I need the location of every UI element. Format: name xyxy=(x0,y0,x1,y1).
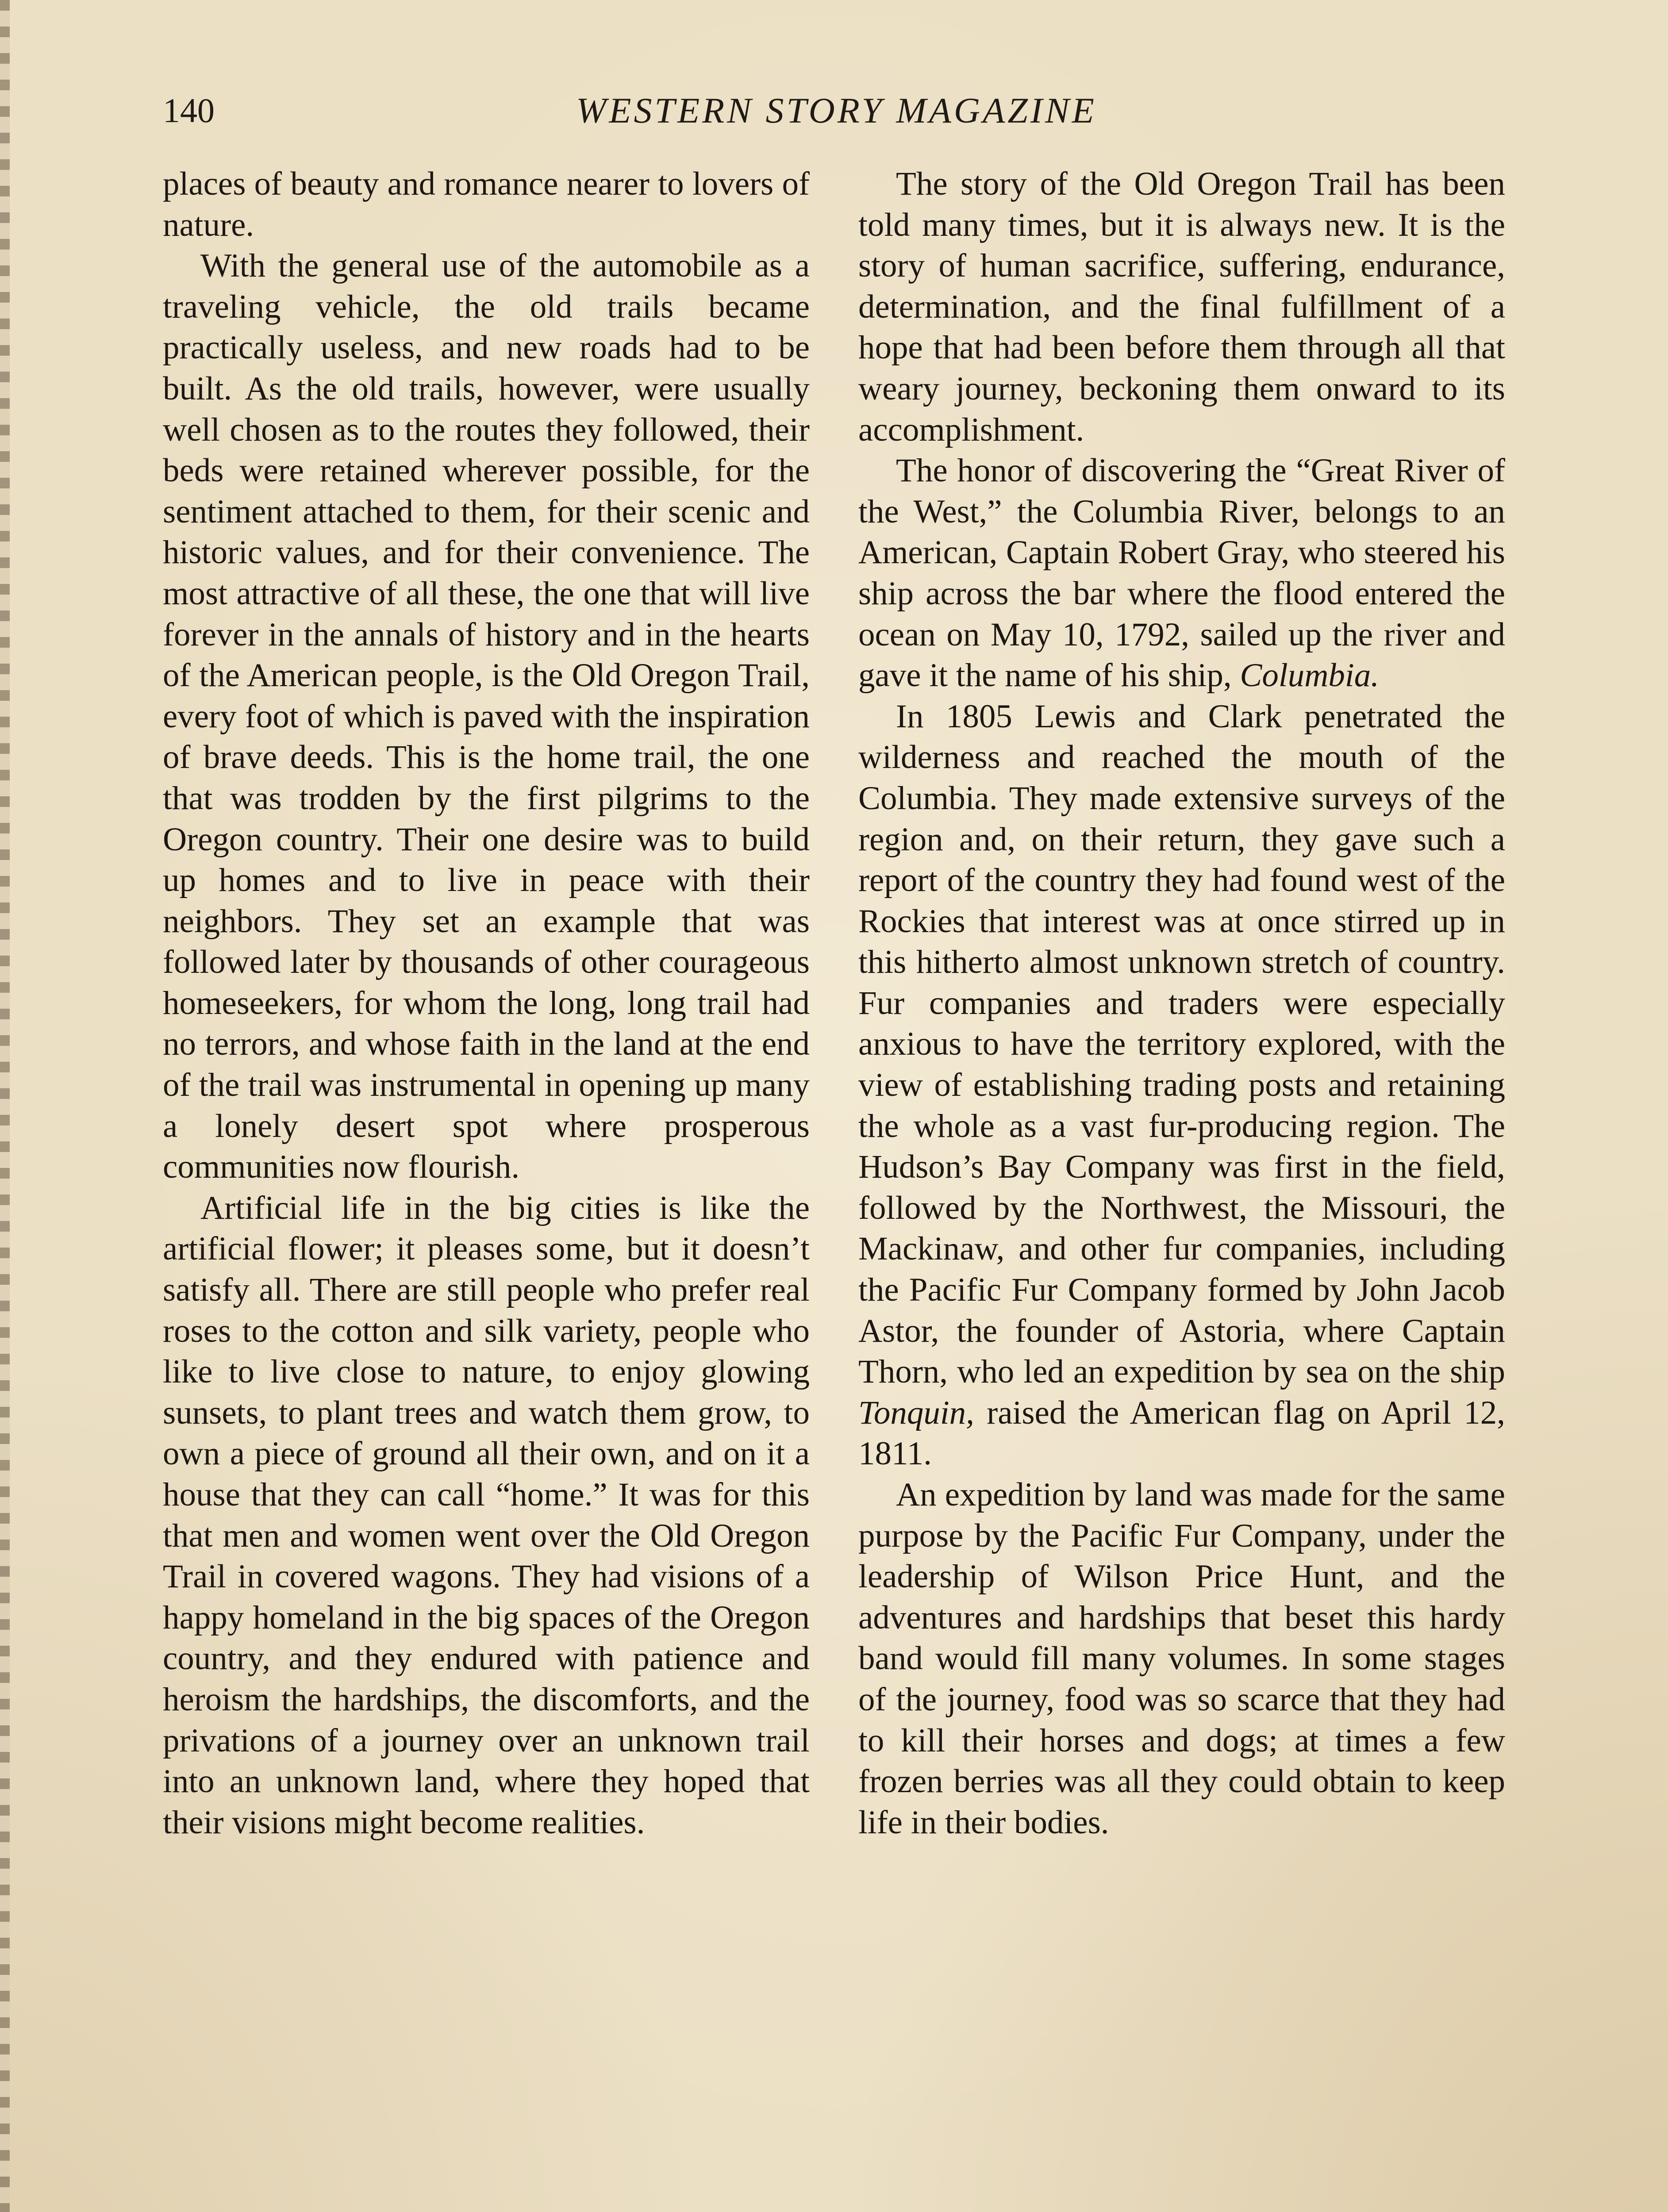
right-paragraph-2-text: The honor of discovering the “Great River of the West,” the Columbia River, belongs to an American, Captain Robert Gray, who steered his ship across the bar where the flood entered the ocean on May 10, 1792, sailed up the river and gave it the name of his ship, xyxy=(858,452,1505,694)
right-paragraph-4: An expedition by land was made for the same purpose by the Pacific Fur Company, under the leadership of Wilson Price Hunt, and the adventures and hardships that beset this hardy band would fill many volumes. In some stages of the journey, food was so scarce that they had to kill their horses and dogs; at times a few frozen berries was all they could obtain to keep life in their bodies. xyxy=(858,1476,1505,1841)
right-column xyxy=(858,164,1505,1843)
ship-name-columbia: Columbia. xyxy=(1240,657,1379,694)
magazine-title: WESTERN STORY MAGAZINE xyxy=(576,90,1097,131)
right-paragraph-2 xyxy=(858,450,1505,696)
right-paragraph-3-text: In 1805 Lewis and Clark penetrated the wilderness and reached the mouth of the Columbia. They made extensive surveys of the region and, on their return, they gave such a report of the country they had found west of the Rockies that interest was at once stirred up in this hitherto almost unknown stretch of country. Fur companies and traders were especially anxious to have the territory explored, with the view of establishing trading posts and retaining the whole as a vast fur-producing region. The Hudson’s Bay Company was first in the field, followed by the Northwest, the Missouri, the Mackinaw, and other fur companies, including the Pacific Fur Company formed by John Jacob Astor, the founder of Astoria, where Captain Thorn, who led an expedition by sea on the ship xyxy=(858,698,1505,1390)
left-paragraph-1: places of beauty and romance nearer to lovers of nature. xyxy=(163,165,810,243)
left-paragraph-3: Artificial life in the big cities is like the artificial flower; it pleases some, but it doesn’t satisfy all. There are still people who prefer real roses to the cotton and silk variety, people who like to live close to nature, to enjoy glowing sunsets, to plant trees and watch them grow, to own a piece of ground all their own, and on it a house that they can call “home.” It was for this that men and women went over the Old Oregon Trail in covered wagons. They had visions of a happy homeland in the big spaces of the Oregon country, and they endured with patience and heroism the hardships, the discomforts, and the privations of a journey over an unknown trail into an unknown land, where they hoped that their visions might become realities. xyxy=(163,1189,810,1841)
left-paragraph-2: With the general use of the automobile as a traveling vehicle, the old trails became practically useless, and new roads had to be built. As the old trails, however, were usually well chosen as to the routes they followed, their beds were retained wherever possible, for the sentiment attached to them, for their scenic and historic values, and for their convenience. The most attractive of all these, the one that will live forever in the annals of history and in the hearts of the American people, is the Old Oregon Trail, every foot of which is paved with the inspiration of brave deeds. This is the home trail, the one that was trodden by the first pilgrims to the Oregon country. Their one desire was to build up homes and to live in peace with their neighbors. They set an example that was followed later by thousands of other courageous homeseekers, for whom the long, long trail had no terrors, and whose faith in the land at the end of the trail was instrumental in opening up many a lonely desert spot where prosperous communities now flourish. xyxy=(163,247,810,1186)
binding-edge xyxy=(0,0,10,2212)
page-number: 140 xyxy=(163,91,215,130)
right-paragraph-3-end: raised the American flag on April 12, 1811. xyxy=(858,1394,1505,1472)
right-paragraph-1: The story of the Old Oregon Trail has been told many times, but it is always new. It is the story of human sacrifice, suffering, endurance, determination, and the final fulfillment of a hope that had been before them through all that weary journey, beckoning them onward to its accomplishment. xyxy=(858,165,1505,448)
right-paragraph-3 xyxy=(858,696,1505,1475)
left-column xyxy=(163,164,810,1843)
page-header xyxy=(163,86,1510,135)
ship-name-tonquin: Tonquin, xyxy=(858,1394,974,1431)
